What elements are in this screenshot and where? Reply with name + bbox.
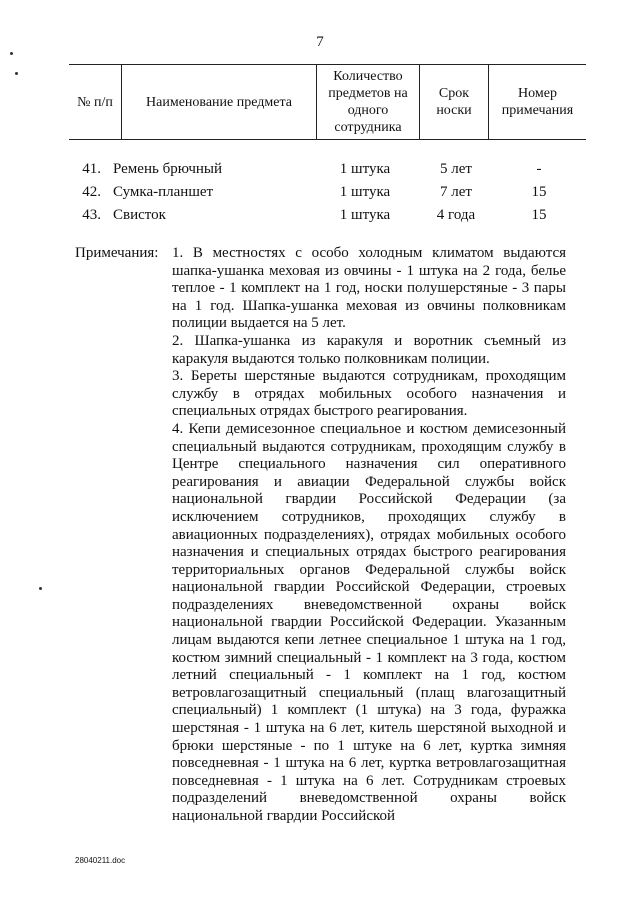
table-row [69, 158, 586, 181]
header-qty: Количество предметов на одного сотрудника [317, 65, 420, 140]
notes-list [172, 245, 566, 826]
notes-label: Примечания: [75, 245, 159, 261]
table-row [69, 181, 586, 204]
row-qty: 1 штука [339, 184, 391, 200]
row-term: 5 лет [440, 161, 472, 177]
row-name: Свисток [113, 207, 166, 223]
scan-speck [10, 52, 13, 55]
row-qty: 1 штука [339, 161, 391, 177]
header-note: Номер примечания [489, 65, 587, 140]
items-table-header [69, 64, 586, 140]
header-num: № п/п [69, 65, 122, 140]
scan-speck [15, 72, 18, 75]
note-item: 3. Береты шерстяные выдаются сотрудникам, проходящим службу в отрядах мобильных особого назначения и специальных отрядах быстрого реагирования. [172, 368, 566, 420]
row-note: 15 [531, 184, 547, 200]
row-name: Ремень брючный [113, 161, 223, 177]
items-table-body [69, 158, 586, 227]
note-item: 2. Шапка-ушанка из каракуля и воротник съемный из каракуля выдаются только полковникам полиции. [172, 332, 566, 367]
header-term: Срок носки [420, 65, 489, 140]
row-name: Сумка-планшет [113, 184, 214, 200]
row-term: 7 лет [440, 184, 472, 200]
note-item: 4. Кепи демисезонное специальное и костюм демисезонный специальный выдаются сотрудникам, проходящим службу в Центре специального назначения сил оперативного реагирования и авиации Федеральной службы войск национальной гвардии Российской Федерации (за исключением сотрудников, проходящих службу в авиационных подразделениях), отрядах мобильных особого назначения и специальных отрядах быстрого реагирования территориальных органов Федеральной службы войск национальной гвардии Российской Федерации, строевых подразделениях вневедомственной охраны войск национальной гвардии Российской Федерации. Указанным лицам выдаются кепи летнее специальное 1 штука на 1 год, костюм зимний специальный - 1 комплект на 3 года, костюм летний специальный - 1 комплект на 1 год, костюм ветровлагозащитный специальный (плащ влагозащитный специальный) 1 комплект (1 штука) на 3 года, фуражка шерстяная - 1 штука на 6 лет, китель шерстяной выходной и брюки шерстяные - по 1 штуке на 6 лет, куртка зимняя повседневная - 1 штука на 6 лет, куртка ветровлагозащитная повседневная - 1 штука на 6 лет. Сотрудникам строевых подразделений вневедомственной охраны войск национальной гвардии Российской [172, 420, 566, 824]
row-note: - [536, 161, 542, 177]
table-row [69, 204, 586, 227]
page-number: 7 [316, 34, 324, 50]
note-item: 1. В местностях с особо холодным климатом выдаются шапка-ушанка меховая из овчины - 1 штука на 2 года, белье теплое - 1 комплект на 1 год, носки полушерстяные - 3 пары на 1 год. Шапка-ушанка меховая из овчины полковникам полиции выдается на 5 лет. [172, 245, 566, 332]
header-name: Наименование предмета [122, 65, 317, 140]
row-num: 42. [82, 184, 101, 200]
row-note: 15 [531, 207, 547, 223]
row-num: 43. [82, 207, 101, 223]
scan-speck [39, 587, 42, 590]
row-qty: 1 штука [339, 207, 391, 223]
row-term: 4 года [436, 207, 476, 223]
row-num: 41. [82, 161, 101, 177]
footer-filename: 28040211.doc [75, 856, 126, 865]
